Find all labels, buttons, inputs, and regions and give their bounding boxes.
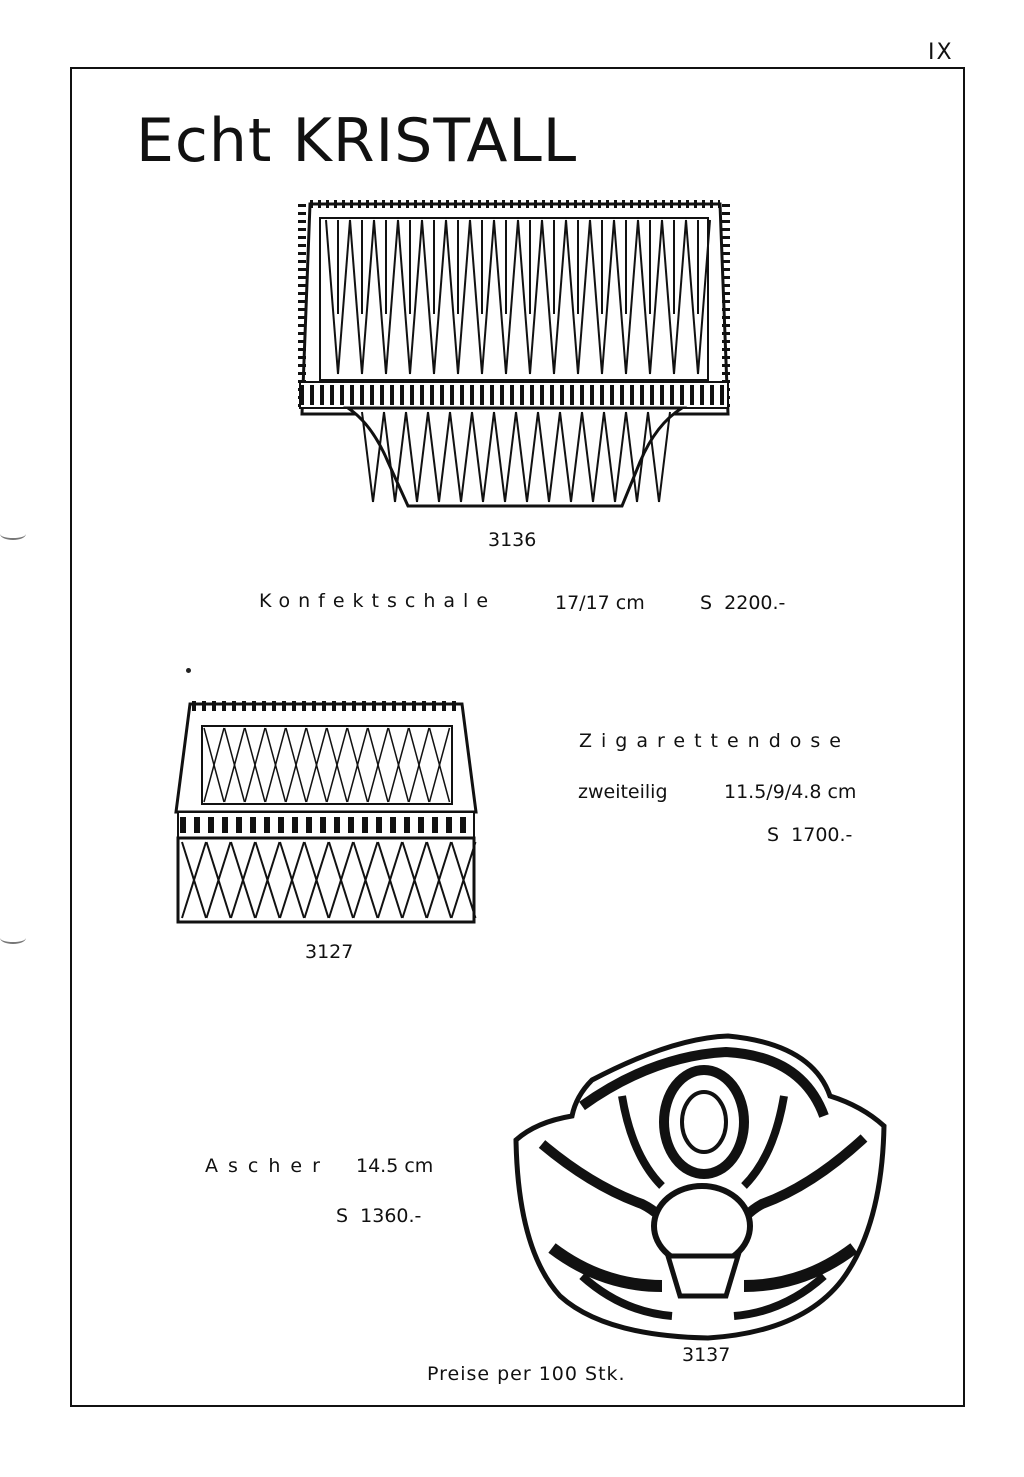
ink-dot	[186, 668, 191, 673]
price-note: Preise per 100 Stk.	[427, 1363, 626, 1385]
punch-hole-mark	[0, 932, 26, 944]
product-detail-zweiteilig: zweiteilig	[578, 781, 668, 803]
product-price-ascher: S 1360.-	[336, 1205, 422, 1227]
product-number-3137: 3137	[682, 1344, 731, 1366]
product-size-konfektschale: 17/17 cm	[555, 592, 645, 614]
product-name-ascher: Ascher	[205, 1155, 330, 1177]
crystal-ashtray-illustration	[512, 1036, 890, 1342]
product-number-3127: 3127	[305, 941, 354, 963]
product-price-zigarettendose: S 1700.-	[767, 824, 853, 846]
product-size-ascher: 14.5 cm	[356, 1155, 434, 1177]
product-price-konfektschale: S 2200.-	[700, 592, 786, 614]
crystal-bowl-illustration	[296, 194, 732, 518]
product-name-zigarettendose: Zigarettendose	[579, 730, 850, 752]
crystal-box-illustration	[174, 700, 478, 926]
page-number: IX	[928, 40, 954, 65]
page-title: Echt KRISTALL	[136, 106, 578, 176]
product-number-3136: 3136	[488, 529, 537, 551]
product-name-konfektschale: Konfektschale	[259, 590, 497, 612]
product-size-zigarettendose: 11.5/9/4.8 cm	[724, 781, 857, 803]
punch-hole-mark	[0, 528, 26, 540]
